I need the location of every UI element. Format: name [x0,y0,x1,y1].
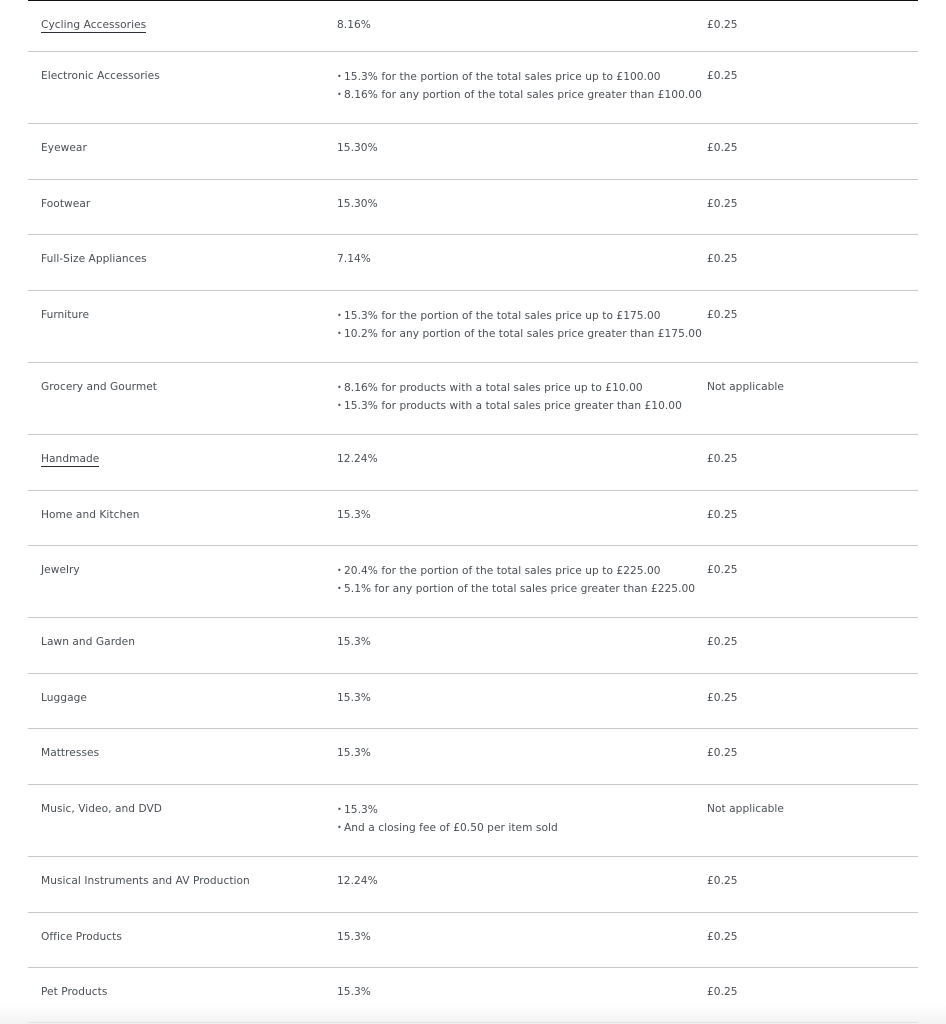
minimum-fee-cell [707,634,738,651]
referral-fee-cell [337,745,371,762]
category-cell [41,507,140,524]
referral-fee-value: 15.30% [337,198,378,210]
minimum-fee-value: Not applicable [707,803,784,815]
referral-fee-cell [337,451,378,468]
category-label: Grocery and Gourmet [41,381,157,393]
minimum-fee-value: £0.25 [707,142,738,154]
fee-list-item-text: 20.4% for the portion of the total sales price up to £225.00 [344,565,661,577]
referral-fee-value: 15.3% [337,636,371,648]
category-cell [41,196,90,213]
table-row [28,546,918,618]
referral-fee-cell [337,307,702,343]
category-link[interactable]: Cycling Accessories [41,19,147,31]
category-label: Full-Size Appliances [41,253,147,265]
fee-list-item-text: 15.3% [344,804,378,816]
referral-fee-cell [337,17,371,34]
referral-fee-cell [337,984,371,1001]
fee-list-item [337,86,702,104]
category-cell [41,929,122,946]
table-row [28,180,918,235]
referral-fee-cell [337,379,682,415]
category-label: Footwear [41,198,91,210]
fee-list-item [337,397,682,415]
fee-list-item [337,379,682,397]
referral-fee-cell [337,690,371,707]
minimum-fee-cell [707,562,738,579]
minimum-fee-value: £0.25 [707,636,738,648]
category-cell [41,984,107,1001]
minimum-fee-cell [707,140,738,157]
minimum-fee-cell [707,801,784,818]
bottom-fade [0,1004,946,1024]
minimum-fee-cell [707,984,738,1001]
minimum-fee-cell [707,745,738,762]
minimum-fee-value: £0.25 [707,509,738,521]
category-label: Furniture [41,309,90,321]
category-cell [41,873,250,890]
table-row [28,729,918,785]
referral-fee-cell [337,801,558,837]
fee-list [337,68,702,104]
category-cell [41,634,135,651]
fee-list-item-text: 10.2% for any portion of the total sales price greater than £175.00 [344,328,702,340]
fee-list-item [337,307,702,325]
minimum-fee-cell [707,307,738,324]
table-row [28,491,918,546]
minimum-fee-cell [707,690,738,707]
referral-fee-value: 8.16% [337,19,371,31]
referral-fee-cell [337,251,371,268]
category-label: Office Products [41,931,122,943]
category-cell [41,17,146,34]
fee-list-item-text: 15.3% for the portion of the total sales price up to £175.00 [344,310,661,322]
referral-fee-cell [337,140,378,157]
minimum-fee-value: £0.25 [707,747,738,759]
minimum-fee-value: £0.25 [707,309,738,321]
table-row [28,435,918,491]
referral-fee-cell [337,68,702,104]
category-cell [41,379,157,396]
minimum-fee-value: £0.25 [707,453,738,465]
fee-list [337,307,702,343]
category-cell [41,801,162,818]
referral-fee-value: 12.24% [337,875,378,887]
referral-fee-table [28,1,918,1023]
fee-list-item-text: 15.3% for the portion of the total sales price up to £100.00 [344,71,661,83]
referral-fee-cell [337,562,695,598]
table-row [28,363,918,435]
minimum-fee-value: £0.25 [707,564,738,576]
category-cell [41,562,80,579]
fee-list-item [337,801,558,819]
category-label: Pet Products [41,986,108,998]
minimum-fee-cell [707,507,738,524]
table-row [28,124,918,180]
category-label: Music, Video, and DVD [41,803,163,815]
fee-list [337,801,558,837]
category-cell [41,451,99,468]
table-row [28,291,918,363]
minimum-fee-value: £0.25 [707,875,738,887]
minimum-fee-value: Not applicable [707,381,784,393]
referral-fee-value: 15.30% [337,142,378,154]
minimum-fee-value: £0.25 [707,931,738,943]
minimum-fee-value: £0.25 [707,253,738,265]
fee-list-item-text: 8.16% for products with a total sales price up to £10.00 [344,382,643,394]
referral-fee-value: 12.24% [337,453,378,465]
table-row [28,785,918,857]
fee-list-item [337,68,702,86]
table-row [28,52,918,124]
minimum-fee-cell [707,17,738,34]
referral-fee-value: 15.3% [337,509,371,521]
category-label: Lawn and Garden [41,636,136,648]
category-label: Luggage [41,692,87,704]
fee-list-item [337,819,558,837]
minimum-fee-value: £0.25 [707,70,738,82]
minimum-fee-value: £0.25 [707,692,738,704]
table-row [28,674,918,729]
category-cell [41,140,87,157]
minimum-fee-value: £0.25 [707,986,738,998]
referral-fee-cell [337,929,371,946]
table-row [28,913,918,968]
referral-fee-value: 15.3% [337,747,371,759]
fee-list-item-text: 8.16% for any portion of the total sales price greater than £100.00 [344,89,702,101]
category-label: Electronic Accessories [41,70,160,82]
referral-fee-cell [337,507,371,524]
category-label: Home and Kitchen [41,509,140,521]
category-label: Mattresses [41,747,100,759]
referral-fee-value: 15.3% [337,931,371,943]
fee-list-item-text: 15.3% for products with a total sales price greater than £10.00 [344,400,682,412]
referral-fee-value: 15.3% [337,986,371,998]
category-cell [41,307,89,324]
fee-list [337,379,682,415]
category-label: Musical Instruments and AV Production [41,875,250,887]
minimum-fee-value: £0.25 [707,198,738,210]
table-row [28,618,918,674]
fee-list-item [337,562,695,580]
fee-list-item-text: 5.1% for any portion of the total sales price greater than £225.00 [344,583,696,595]
minimum-fee-cell [707,873,738,890]
category-label: Eyewear [41,142,87,154]
referral-fee-value: 7.14% [337,253,371,265]
fee-list-item [337,325,702,343]
table-row [28,857,918,913]
category-cell [41,68,160,85]
category-cell [41,745,99,762]
category-cell [41,251,147,268]
table-row [28,235,918,291]
fee-list-item-text: And a closing fee of £0.50 per item sold [344,822,558,834]
fee-list-item [337,580,695,598]
referral-fee-cell [337,634,371,651]
category-link[interactable]: Handmade [41,453,100,465]
referral-fee-cell [337,196,378,213]
referral-fee-value: 15.3% [337,692,371,704]
minimum-fee-cell [707,451,738,468]
minimum-fee-cell [707,68,738,85]
table-row [28,1,918,52]
minimum-fee-value: £0.25 [707,19,738,31]
category-label: Jewelry [41,564,80,576]
minimum-fee-cell [707,929,738,946]
fee-list [337,562,695,598]
referral-fee-cell [337,873,378,890]
minimum-fee-cell [707,196,738,213]
minimum-fee-cell [707,379,784,396]
category-cell [41,690,87,707]
minimum-fee-cell [707,251,738,268]
